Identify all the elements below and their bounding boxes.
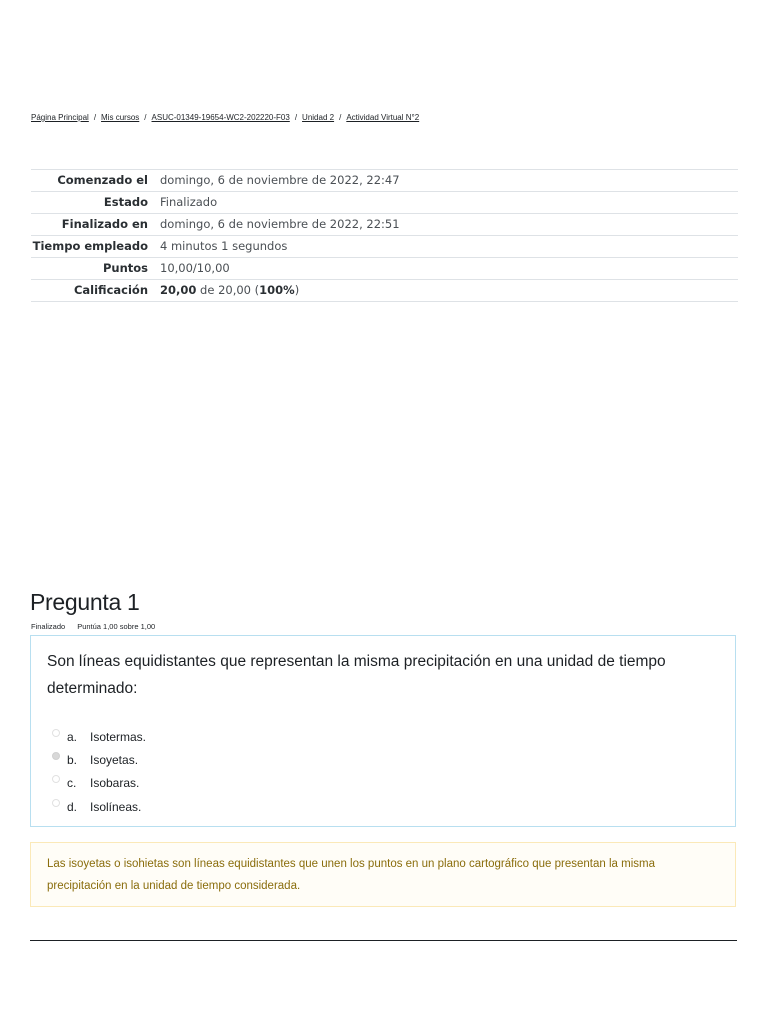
grade-percent: 100% [259, 283, 295, 297]
answer-letter: b. [67, 752, 78, 767]
radio-button[interactable] [52, 799, 60, 807]
breadcrumb-home-link[interactable]: Página Principal [31, 113, 89, 122]
divider [30, 940, 737, 941]
breadcrumb-unit-link[interactable]: Unidad 2 [302, 113, 335, 122]
radio-button[interactable] [52, 729, 60, 737]
summary-label: Tiempo empleado [32, 239, 148, 253]
summary-label: Calificación [73, 283, 148, 297]
breadcrumb-separator: / [339, 113, 342, 122]
breadcrumb-course-link[interactable]: ASUC-01349-19654-WC2-202220-F03 [151, 113, 290, 122]
answer-text: Isotermas. [90, 729, 147, 744]
answer-text: Isoyetas. [90, 752, 139, 767]
answer-text: Isobaras. [90, 776, 140, 791]
grade-close: ) [294, 283, 300, 297]
question-feedback-box [30, 842, 736, 907]
breadcrumb-separator: / [294, 113, 298, 122]
breadcrumb-activity-link[interactable]: Actividad Virtual N°2 [346, 113, 420, 122]
summary-row-state [31, 192, 738, 214]
breadcrumb-my-courses-link[interactable]: Mis cursos [101, 113, 140, 122]
question-status: Finalizado [31, 622, 66, 631]
radio-button[interactable] [52, 775, 60, 783]
summary-label: Puntos [102, 261, 148, 275]
question-info [31, 622, 155, 631]
grade-score: 20,00 [160, 283, 197, 297]
summary-row-grade [31, 280, 738, 302]
summary-value [148, 280, 738, 302]
answer-letter: d. [67, 799, 78, 814]
grade-of: de 20,00 ( [196, 283, 260, 297]
summary-label: Comenzado el [57, 173, 148, 187]
attempt-summary-table [31, 169, 738, 302]
answer-option-d[interactable] [52, 795, 146, 818]
question-title: Pregunta 1 [30, 589, 140, 615]
answer-letter: a. [67, 729, 78, 744]
question-content-box [30, 635, 736, 827]
answer-text: Isolíneas. [90, 799, 142, 814]
summary-value: Finalizado [160, 195, 218, 209]
summary-row-points [31, 258, 738, 280]
summary-row-time-taken [31, 236, 738, 258]
answer-list [52, 725, 146, 818]
radio-button-selected[interactable] [52, 752, 60, 760]
summary-row-finished [31, 214, 738, 236]
answer-option-c[interactable] [52, 772, 146, 795]
summary-value: 4 minutos 1 segundos [160, 239, 288, 253]
summary-label: Estado [103, 195, 148, 209]
feedback-text: Las isoyetas o isohietas son líneas equidistantes que unen los puntos en un plano cartográfico que presentan la misma precipitación en la unidad de tiempo considerada. [47, 858, 655, 892]
summary-row-started [31, 170, 738, 192]
answer-option-b[interactable] [52, 748, 146, 771]
answer-option-a[interactable] [52, 725, 146, 748]
answer-letter: c. [67, 776, 77, 791]
summary-label: Finalizado en [61, 217, 148, 231]
summary-value: domingo, 6 de noviembre de 2022, 22:51 [160, 217, 400, 231]
question-text: Son líneas equidistantes que representan la misma precipitación en una unidad de tiempo determinado: [47, 653, 666, 697]
summary-value: domingo, 6 de noviembre de 2022, 22:47 [160, 173, 400, 187]
breadcrumb-separator: / [144, 113, 147, 122]
breadcrumb-separator: / [93, 113, 97, 122]
summary-value: 10,00/10,00 [160, 261, 230, 275]
question-score: Puntúa 1,00 sobre 1,00 [77, 622, 156, 631]
breadcrumb [31, 113, 419, 122]
